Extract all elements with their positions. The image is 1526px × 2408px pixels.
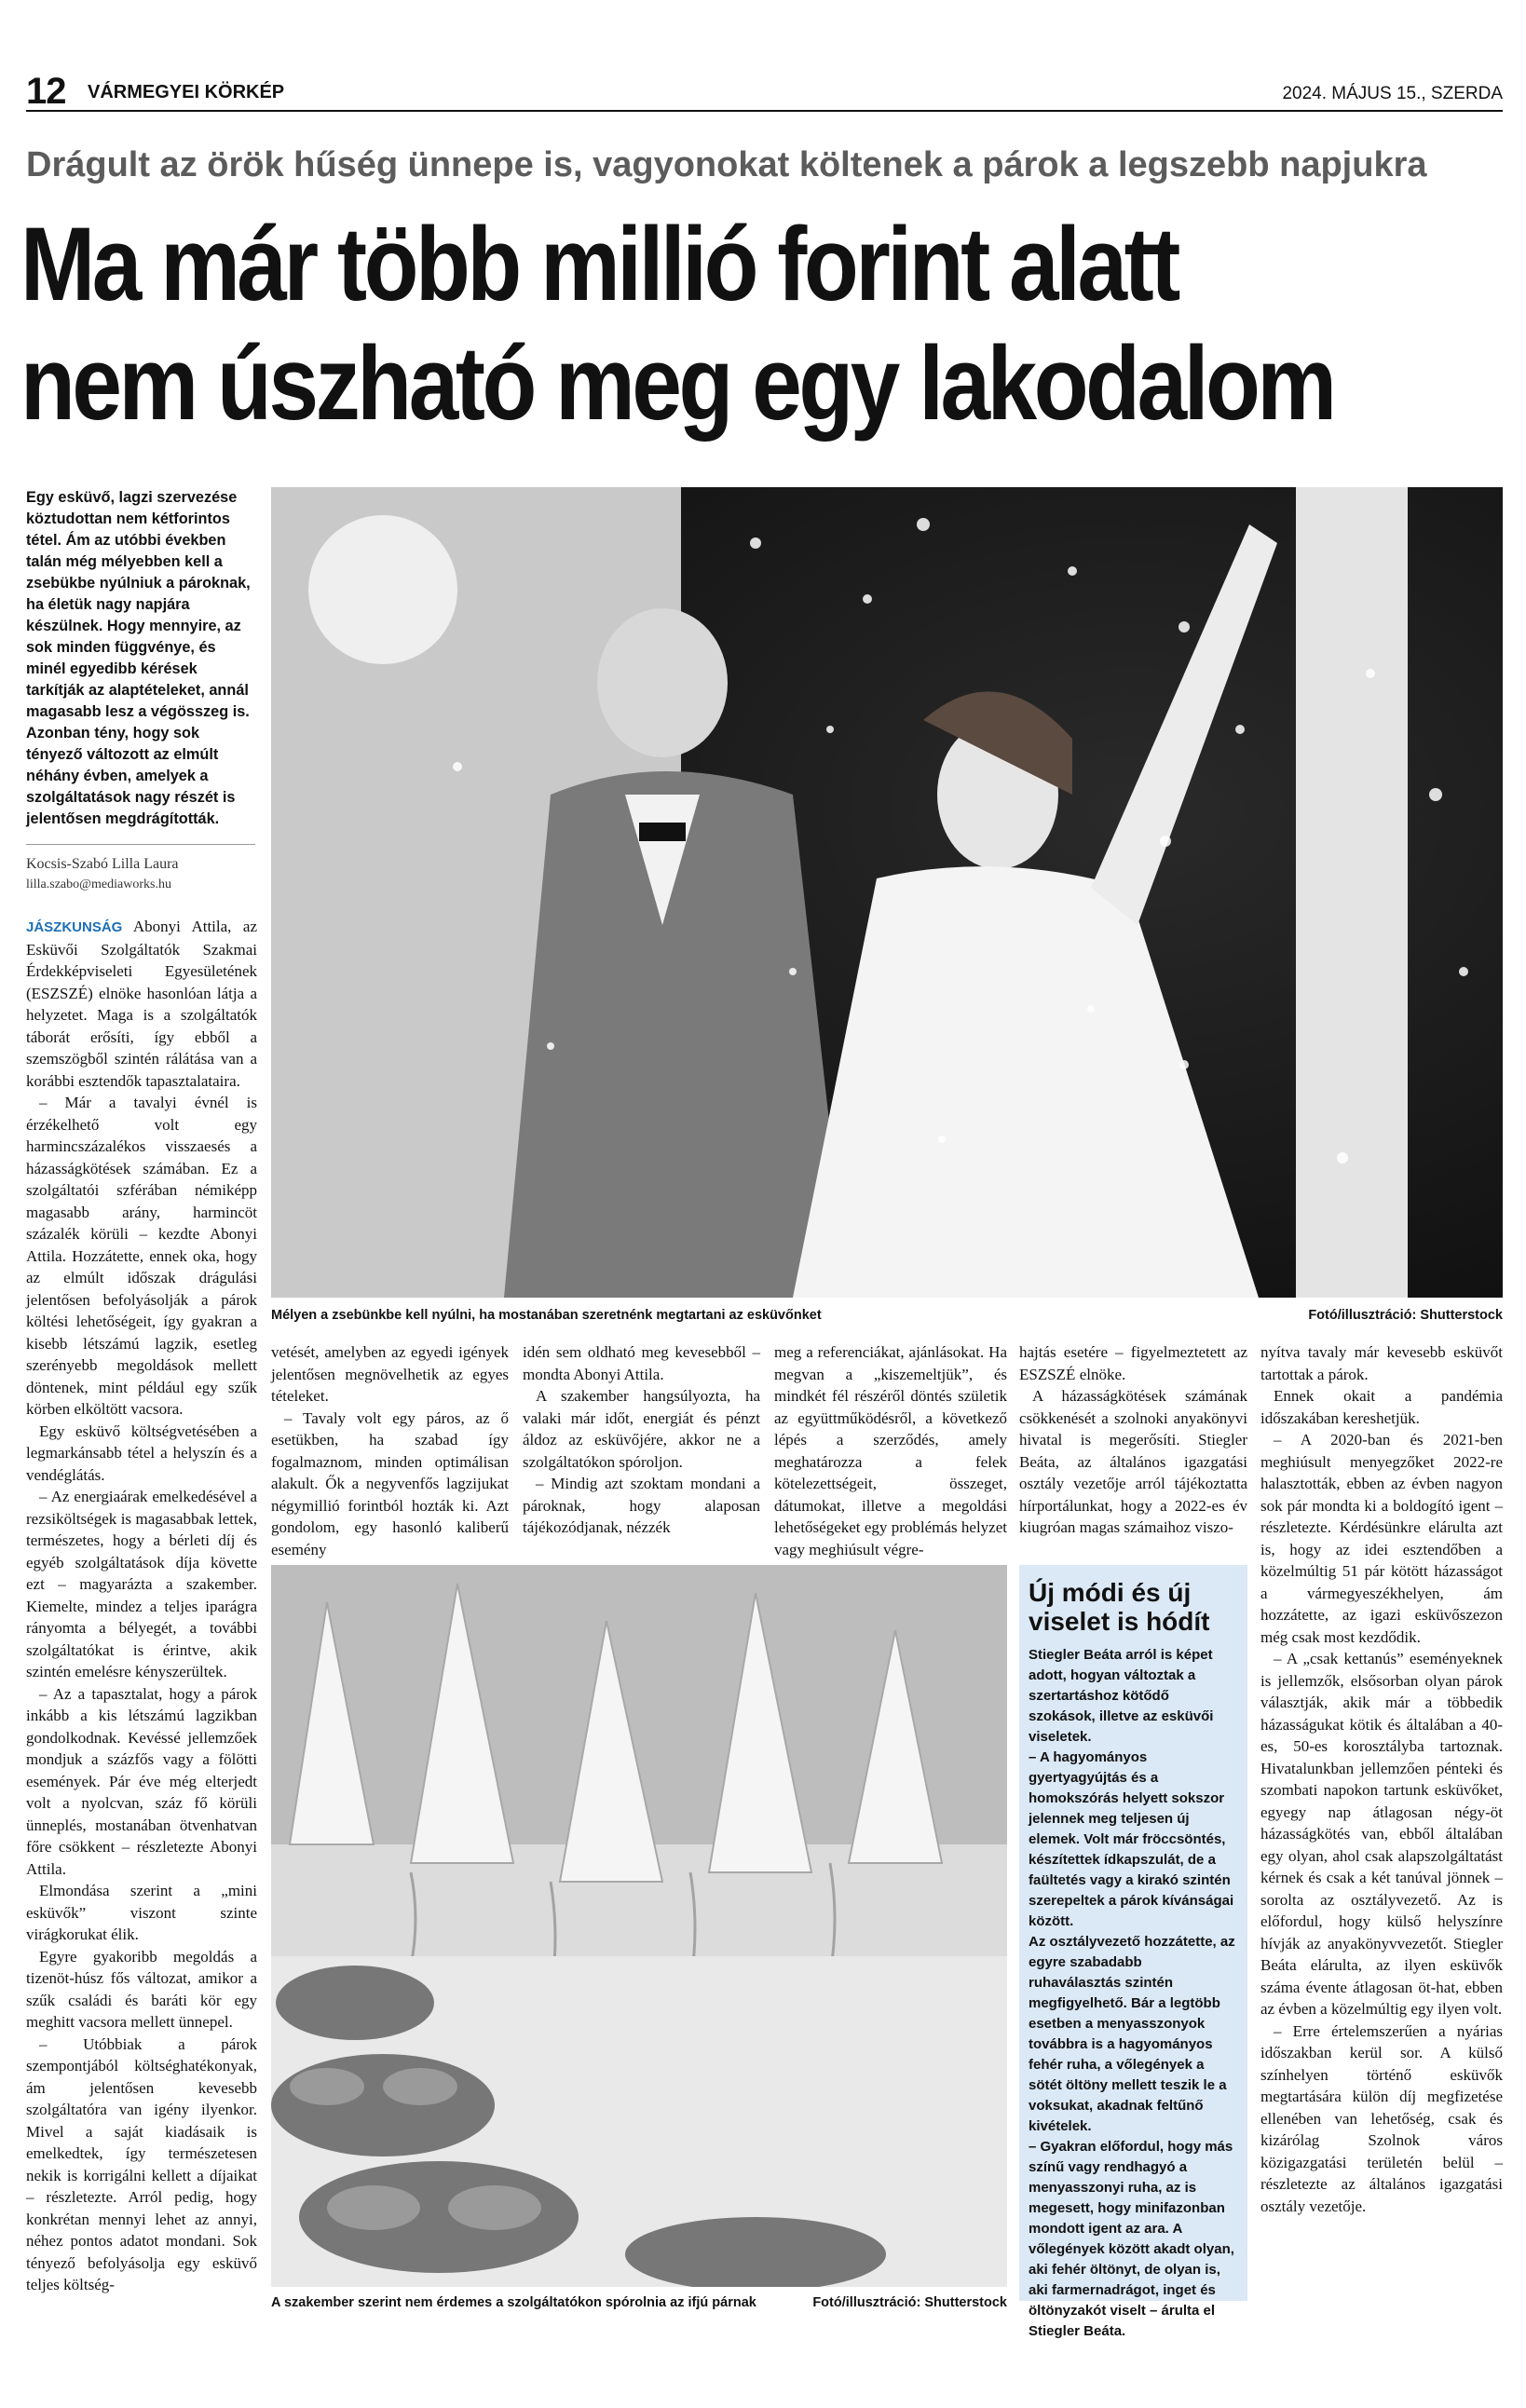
sidebar-body: [1029, 1645, 1238, 2342]
sidebar-paragraph-3: Az osztályvezető hozzátette, az egyre szabadabb ruhaválasztás szintén megfigyelhető. Bár a legtöbb esetben a menyasszonyok továbbra is a hagyományos fehér ruha, a vőlegények a sötét öltöny mellett teszik le a voksukat, akadnak feltűnő kivételek.: [1029, 1934, 1235, 2134]
column-6-paragraph-2: Ennek okait a pandémia időszakában kereshetjük.: [1260, 1387, 1503, 1427]
section-name: VÁRMEGYEI KÖRKÉP: [88, 82, 285, 102]
column-3: [523, 1341, 760, 1539]
wedding-table-photo: [271, 1565, 1007, 2287]
article-lead: Egy esküvő, lagzi szervezése köztudottan nem kétforintos tétel. Ám az utóbbi években talán még mélyebben kell a zsebükbe nyúlniuk a pároknak, ha életük nagy napjára készülnek. Hogy mennyire, az sok minden függvénye, és minél egyedibb kérések tarkítják az alaptételeket, annál magasabb lesz a végösszeg is. Azonban tény, hogy sok tényező változott az elmúlt néhány évben, amelyek a szolgáltatások nagy részét is jelentősen megdrágították.: [26, 489, 251, 827]
top-photo-caption: Mélyen a zsebünkbe kell nyúlni, ha mostanában szeretnénk megtartani az esküvőnket: [271, 1308, 822, 1323]
sidebar-paragraph-2: – A hagyományos gyertyagyújtás és a homokszórás helyett sokszor jelennek meg teljesen új elemek. Volt már fröccsöntés, készítettek ídkapszulát, de a faültetés vagy a kirakó szintén szerepeltek a párok kívánságai között.: [1029, 1749, 1234, 1929]
column-1-paragraph-3: Egy esküvő költségvetésében a legmarkánsabb tétel a helyszín és a vendéglátás.: [26, 1422, 257, 1484]
column-1-paragraph-7: Egyre gyakoribb megoldás a tizenöt-húsz fős változat, amikor a szűk családi és baráti kör egy meghitt vacsora mellett ünnepel.: [26, 1947, 257, 2031]
column-2: [271, 1341, 509, 1560]
author-email: lilla.szabo@mediaworks.hu: [26, 877, 171, 891]
column-2-paragraph-2: – Tavaly volt egy páros, az ő esetükben, ha szabad így fogalmaznom, minden optimálisan alakult. Ők a negyvenfős lagzijukat négymillió forintból hozták ki. Azt gondolom, egy hasonló kaliberű esemény: [271, 1408, 509, 1558]
wedding-couple-image: [271, 487, 1503, 1298]
column-3-paragraph-3: – Mindig azt szoktam mondani a pároknak, hogy alaposan tájékozódjanak, nézzék: [523, 1475, 760, 1536]
column-4-paragraph-1: meg a referenciákat, ajánlásokat. Ha megvan a „kiszemeltjük”, és mindkét fél részéről döntés születik az együttműködésről, a következő lépés a szerződés, amely meghatározza a felek kötelezettségeit, összeget, dátumokat, illetve a megoldási lehetőségeket egy problémás helyzet vagy meghiúsult végre-: [774, 1343, 1007, 1558]
column-1-paragraph-4: – Az energiaárak emelkedésével a rezsiköltségek is magasabbak lettek, természetes, hogy a bérleti díj és egyéb szolgáltatások díja követte ezt – magyarázta a szakember. Kiemelte, mindez a teljes iparágra rányomta a bélyegét, a további szolgáltatókat is érintve, akik szintén emelésre kényszerültek.: [26, 1488, 257, 1680]
sidebar-paragraph-1: Stiegler Beáta arról is képet adott, hogyan változtak a szertartáshoz kötődő szokások, illetve az esküvői viseletek.: [1029, 1647, 1214, 1745]
column-1-intro: [26, 916, 257, 1092]
column-6: [1260, 1341, 1503, 2217]
wedding-couple-photo: [271, 487, 1503, 1298]
column-1-paragraph-6: Elmondása szerint a „mini esküvők” viszont szinte virágkorukat élik.: [26, 1882, 257, 1943]
bottom-photo-credit: Fotó/illusztráció: Shutterstock: [812, 2295, 1007, 2310]
top-photo-credit: Fotó/illusztráció: Shutterstock: [1308, 1308, 1503, 1323]
column-6-paragraph-1: nyítva tavaly már kevesebb esküvőt tartottak a párok.: [1260, 1343, 1503, 1383]
byline-divider: [26, 844, 255, 845]
page-number: 12: [26, 71, 66, 112]
article-headline: [20, 205, 1334, 443]
column-1-paragraph-8: – Utóbbiak a párok szempontjából költséghatékonyak, ám jelentősen kevesebb szolgáltatóra van igény ilyenkor. Mivel a saját kiadásaik is emelkedtek, így természetesen nekik is korrigálni kellett a díjaikat – részletezte. Arról pedig, hogy konkrétan mennyi lehet az annyi, néhez pontos adatot mondani. Sok tényező befolyásolja egy esküvő teljes költség-: [26, 2034, 257, 2293]
column-6-paragraph-4: – A „csak kettanús” eseményeknek is jellemzők, elsősorban olyan párok választják, akik már a többedik házasságukat kötik és általában a 40-es, 50-es korosztályba tartoznak. Hivatalunkban jellemzően pénteki és szombati napokon tartunk esküvőket, egyegy nap átlagosan négy-öt házasságkötés van, ebből általában egy olyan, ahol csak alapszolgáltatást kérnek és csak a két tanúval jönnek – sorolta az osztályvezető. Az is előfordul, hogy külső helyszínre hívják az anyakönyvvezetőt. Stiegler Beáta elárulta, az ilyen esküvők száma évente átlagosan öt-hat, ebben az évben a közelmúltig egy ilyen volt.: [1260, 1650, 1503, 2018]
column-3-paragraph-1: idén sem oldható meg kevesebből – mondta Abonyi Attila.: [523, 1343, 760, 1383]
sidebar-title: Új módi és új viselet is hódít: [1029, 1578, 1210, 1636]
column-5: [1019, 1341, 1247, 1539]
page-header: [26, 71, 1503, 112]
column-4: [774, 1341, 1007, 1560]
bottom-photo-caption: A szakember szerint nem érdemes a szolgáltatókon spórolnia az ifjú párnak: [271, 2295, 756, 2310]
column-1-paragraph-1: Abonyi Attila, az Esküvői Szolgáltatók Szakmai Érdekképviseleti Egyesületének (ESZSZÉ) elnöke hasonlóan látja a helyzetet. Maga is a szolgáltatók táborát erősíti, így ebből a szemszögből szintén rálátása van a korábbi esztendők tapasztalataira.: [26, 918, 257, 1090]
issue-date: 2024. MÁJUS 15., SZERDA: [1282, 84, 1503, 103]
column-3-paragraph-2: A szakember hangsúlyozta, ha valaki már időt, energiát és pénzt áldoz az esküvőjére, akkor ne a szolgáltatókon spóroljon.: [523, 1387, 760, 1471]
sidebar-box: [1019, 1565, 1247, 2339]
headline-line-2: nem úszható meg egy lakodalom: [20, 325, 1334, 442]
author-name: Kocsis-Szabó Lilla Laura: [26, 856, 179, 872]
column-6-paragraph-3: – A 2020-ban és 2021-ben meghiúsult menyegzőket 2022-re halasztották, ebben az évben nagyon sok pár mondta ki a boldogító igent – részletezte. Kérdésünkre elárulta azt is, hogy az idei esztendőben a közelmúltig 51 pár kötött házasságot a vármegyeszékhelyen, ám hozzátette, az igazi esküvőszezon még csak most kezdődik.: [1260, 1431, 1503, 1646]
dateline-locale: JÁSZKUNSÁG: [26, 919, 123, 935]
column-6-paragraph-5: – Erre értelemszerűen a nyárias időszakban kerül sor. A külső színhelyen történő esküvők megtartására külön díj megfizetése ellenében van lehetőség, csak és kizárólag Szolnok város közigazgatási területén belül – részletezte az általános igazgatási osztály vezetője.: [1260, 2021, 1503, 2215]
sidebar-paragraph-4: – Gyakran előfordul, hogy más színű vagy rendhagyó a menyasszonyi ruha, az is megesett, hogy minifazonban mondott igent az ara. A vőlegények között akadt olyan, aki fehér öltönyt, de olyan is, aki farmernadrágot, inget és öltönyzakót viselt – árulta el Stiegler Beáta.: [1029, 2139, 1234, 2339]
column-1-paragraph-5: – Az a tapasztalat, hogy a párok inkább a kis létszámú lagzikban gondolkodnak. Kevéssé jellemzőek mondjuk a százfős vagy a fölötti események. Pár éve még elterjedt volt a nyolcvan, száz fő körüli ünneplés, mostanában ötvenhatvan főre csökkent – részletezte Abonyi Attila.: [26, 1684, 257, 1878]
column-1-paragraph-2: – Már a tavalyi évnél is érzékelhető volt egy harmincszázalékos visszaesés a házasságkötések számában. Ez a szolgáltatói szférában némiképp magasabb arány, harmincöt százalék körüli – kezdte Abonyi Attila. Hozzátette, ennek oka, hogy az elmúlt időszak drágulási jelentősen befolyásolják a párok költési lehetőségeit, így gyakran a kisebb létszámú lagzik, esetleg szerényebb megoldások mellett döntenek, mint például egy szűk körben elköltött vacsora.: [26, 1094, 257, 1418]
wedding-table-image: [271, 1565, 1007, 2287]
column-5-paragraph-1: hajtás esetére – figyelmeztetett az ESZSZÉ elnöke.: [1019, 1343, 1247, 1383]
article-kicker: Drágult az örök hűség ünnepe is, vagyonokat költenek a párok a legszebb napjukra: [26, 145, 1427, 184]
column-1: [26, 916, 257, 2296]
column-2-paragraph-1: vetését, amelyben az egyedi igények jelentősen megnövelhetik az egyes tételeket.: [271, 1343, 509, 1405]
byline: [26, 854, 257, 895]
column-5-paragraph-2: A házasságkötések számának csökkenését a szolnoki anyakönyvi hivatal is megerősíti. Stiegler Beáta, az általános igazgatási osztály vezetője arról tájékoztatta hírportálunkat, hogy a 2022-es év kiugróan magas számaihoz viszo-: [1019, 1387, 1247, 1536]
headline-line-1: Ma már több millió forint alatt: [20, 206, 1178, 322]
